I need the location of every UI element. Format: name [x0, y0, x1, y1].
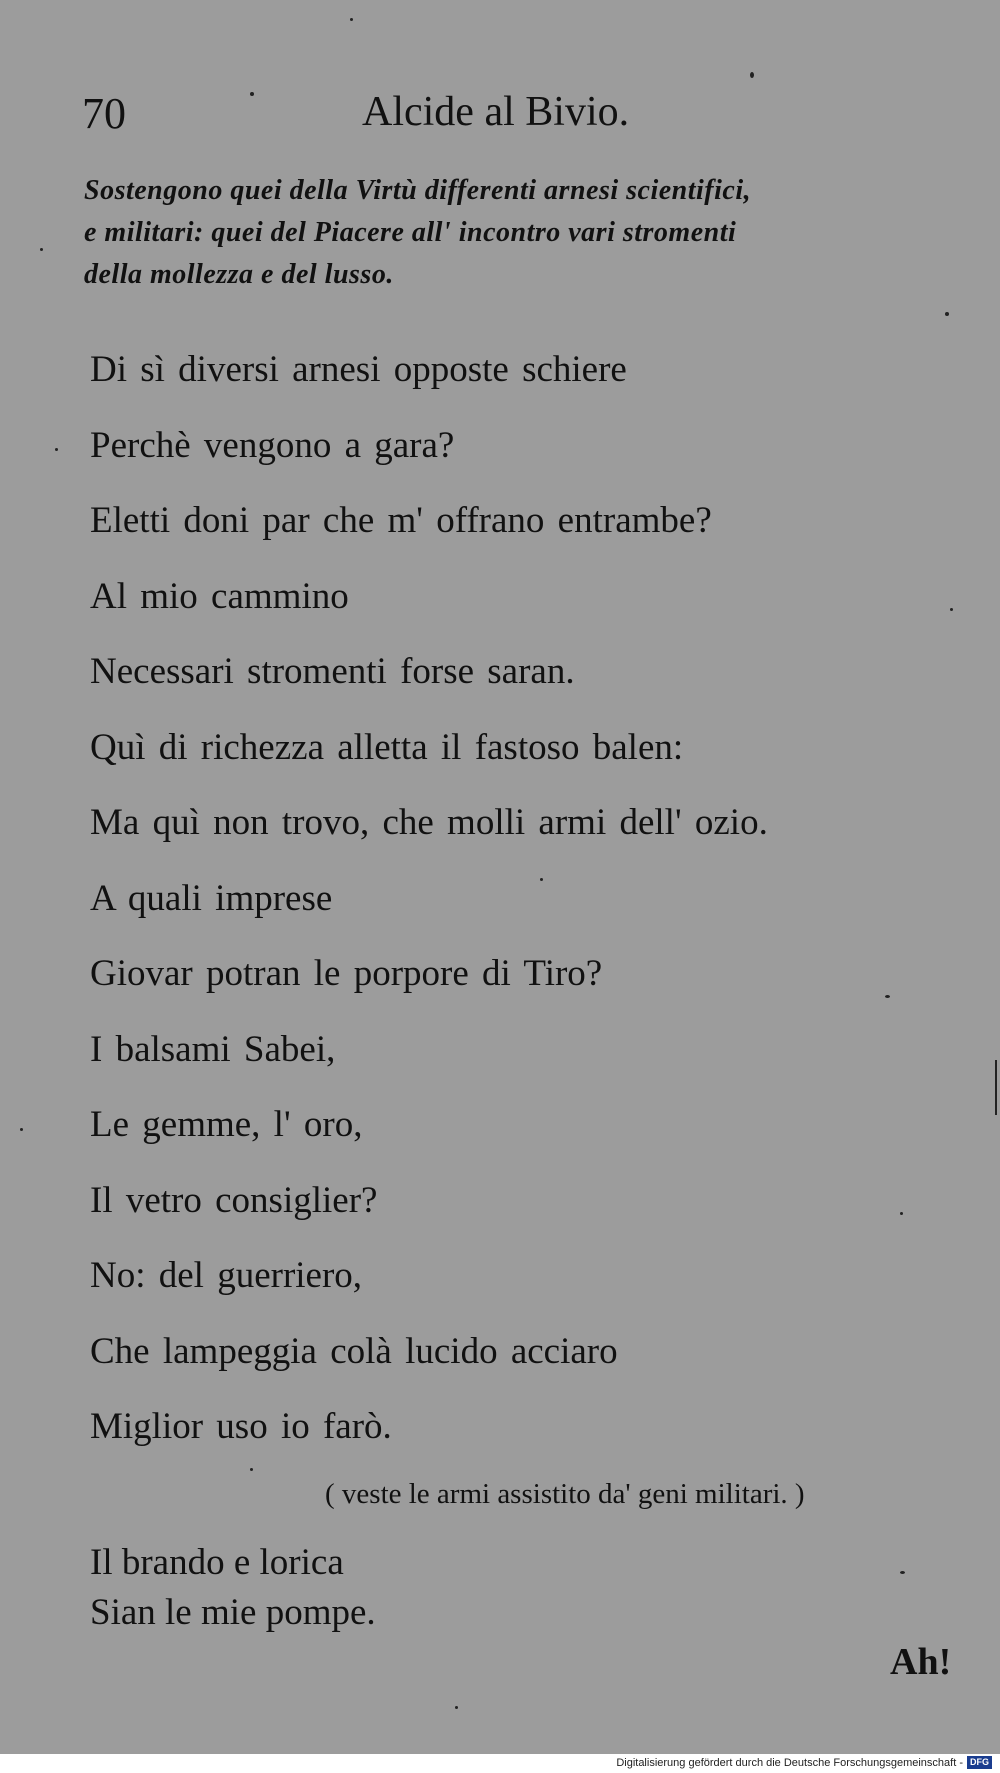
scan-speck — [40, 248, 43, 251]
page-header — [82, 88, 962, 148]
scan-speck — [900, 1571, 905, 1574]
verse-line: Perchè vengono a gara? — [90, 424, 455, 466]
page-number: 70 — [82, 89, 126, 138]
scan-speck — [945, 312, 949, 316]
running-title: Alcide al Bivio. — [362, 89, 630, 135]
stage-direction — [84, 170, 964, 296]
verse-line: Il brando e lorica — [90, 1542, 344, 1583]
scan-speck — [750, 72, 754, 78]
verse-line: Necessari stromenti forse saran. — [90, 651, 575, 692]
scan-speck — [950, 608, 953, 611]
verse-line: A quali imprese — [90, 877, 333, 919]
verse-line: I balsami Sabei, — [90, 1028, 336, 1070]
verse-line: Ma quì non trovo, che molli armi dell' ozio. — [90, 802, 768, 843]
stage-direction-line: Sostengono quei della Virtù differenti arnesi scientifici, — [84, 175, 752, 206]
scan-speck — [995, 1060, 997, 1115]
scan-speck — [250, 92, 254, 96]
scan-speck — [885, 995, 890, 998]
scan-speck — [55, 448, 58, 451]
verse-line: Eletti doni par che m' offrano entrambe? — [90, 500, 712, 541]
digitization-credit: Digitalisierung gefördert durch die Deutsche Forschungsgemeinschaft - — [616, 1756, 963, 1769]
stage-direction-line: della mollezza e del lusso. — [84, 259, 394, 290]
verse-line: Quì di richezza alletta il fastoso balen: — [90, 726, 684, 768]
verse-line: Di sì diversi arnesi opposte schiere — [90, 349, 627, 390]
scan-speck — [350, 18, 353, 21]
verse-line: Al mio cammino — [90, 575, 349, 617]
verse-line: Il vetro consiglier? — [90, 1179, 378, 1221]
final-verse-block — [90, 1538, 376, 1638]
verse-line: Le gemme, l' oro, — [90, 1104, 363, 1145]
dfg-logo-icon: DFG — [967, 1756, 992, 1769]
scan-speck — [540, 878, 543, 881]
scan-speck — [250, 1468, 253, 1471]
digitization-footer — [616, 1756, 992, 1769]
verse-block — [90, 340, 970, 1473]
scan-speck — [900, 1212, 903, 1215]
verse-line: Miglior uso io farò. — [90, 1406, 392, 1447]
verse-line: Sian le mie pompe. — [90, 1592, 376, 1633]
verse-line: Che lampeggia colà lucido acciaro — [90, 1330, 618, 1372]
stage-direction-line: e militari: quei del Piacere all' incontro vari stromenti — [84, 217, 737, 248]
verse-line: Giovar potran le porpore di Tiro? — [90, 953, 603, 994]
catchword-cue: Ah! — [890, 1641, 952, 1683]
scan-speck — [455, 1706, 458, 1709]
verse-line: No: del guerriero, — [90, 1255, 363, 1296]
scan-speck — [20, 1128, 23, 1131]
stage-aside: ( veste le armi assistito da' geni militari. ) — [325, 1478, 805, 1510]
